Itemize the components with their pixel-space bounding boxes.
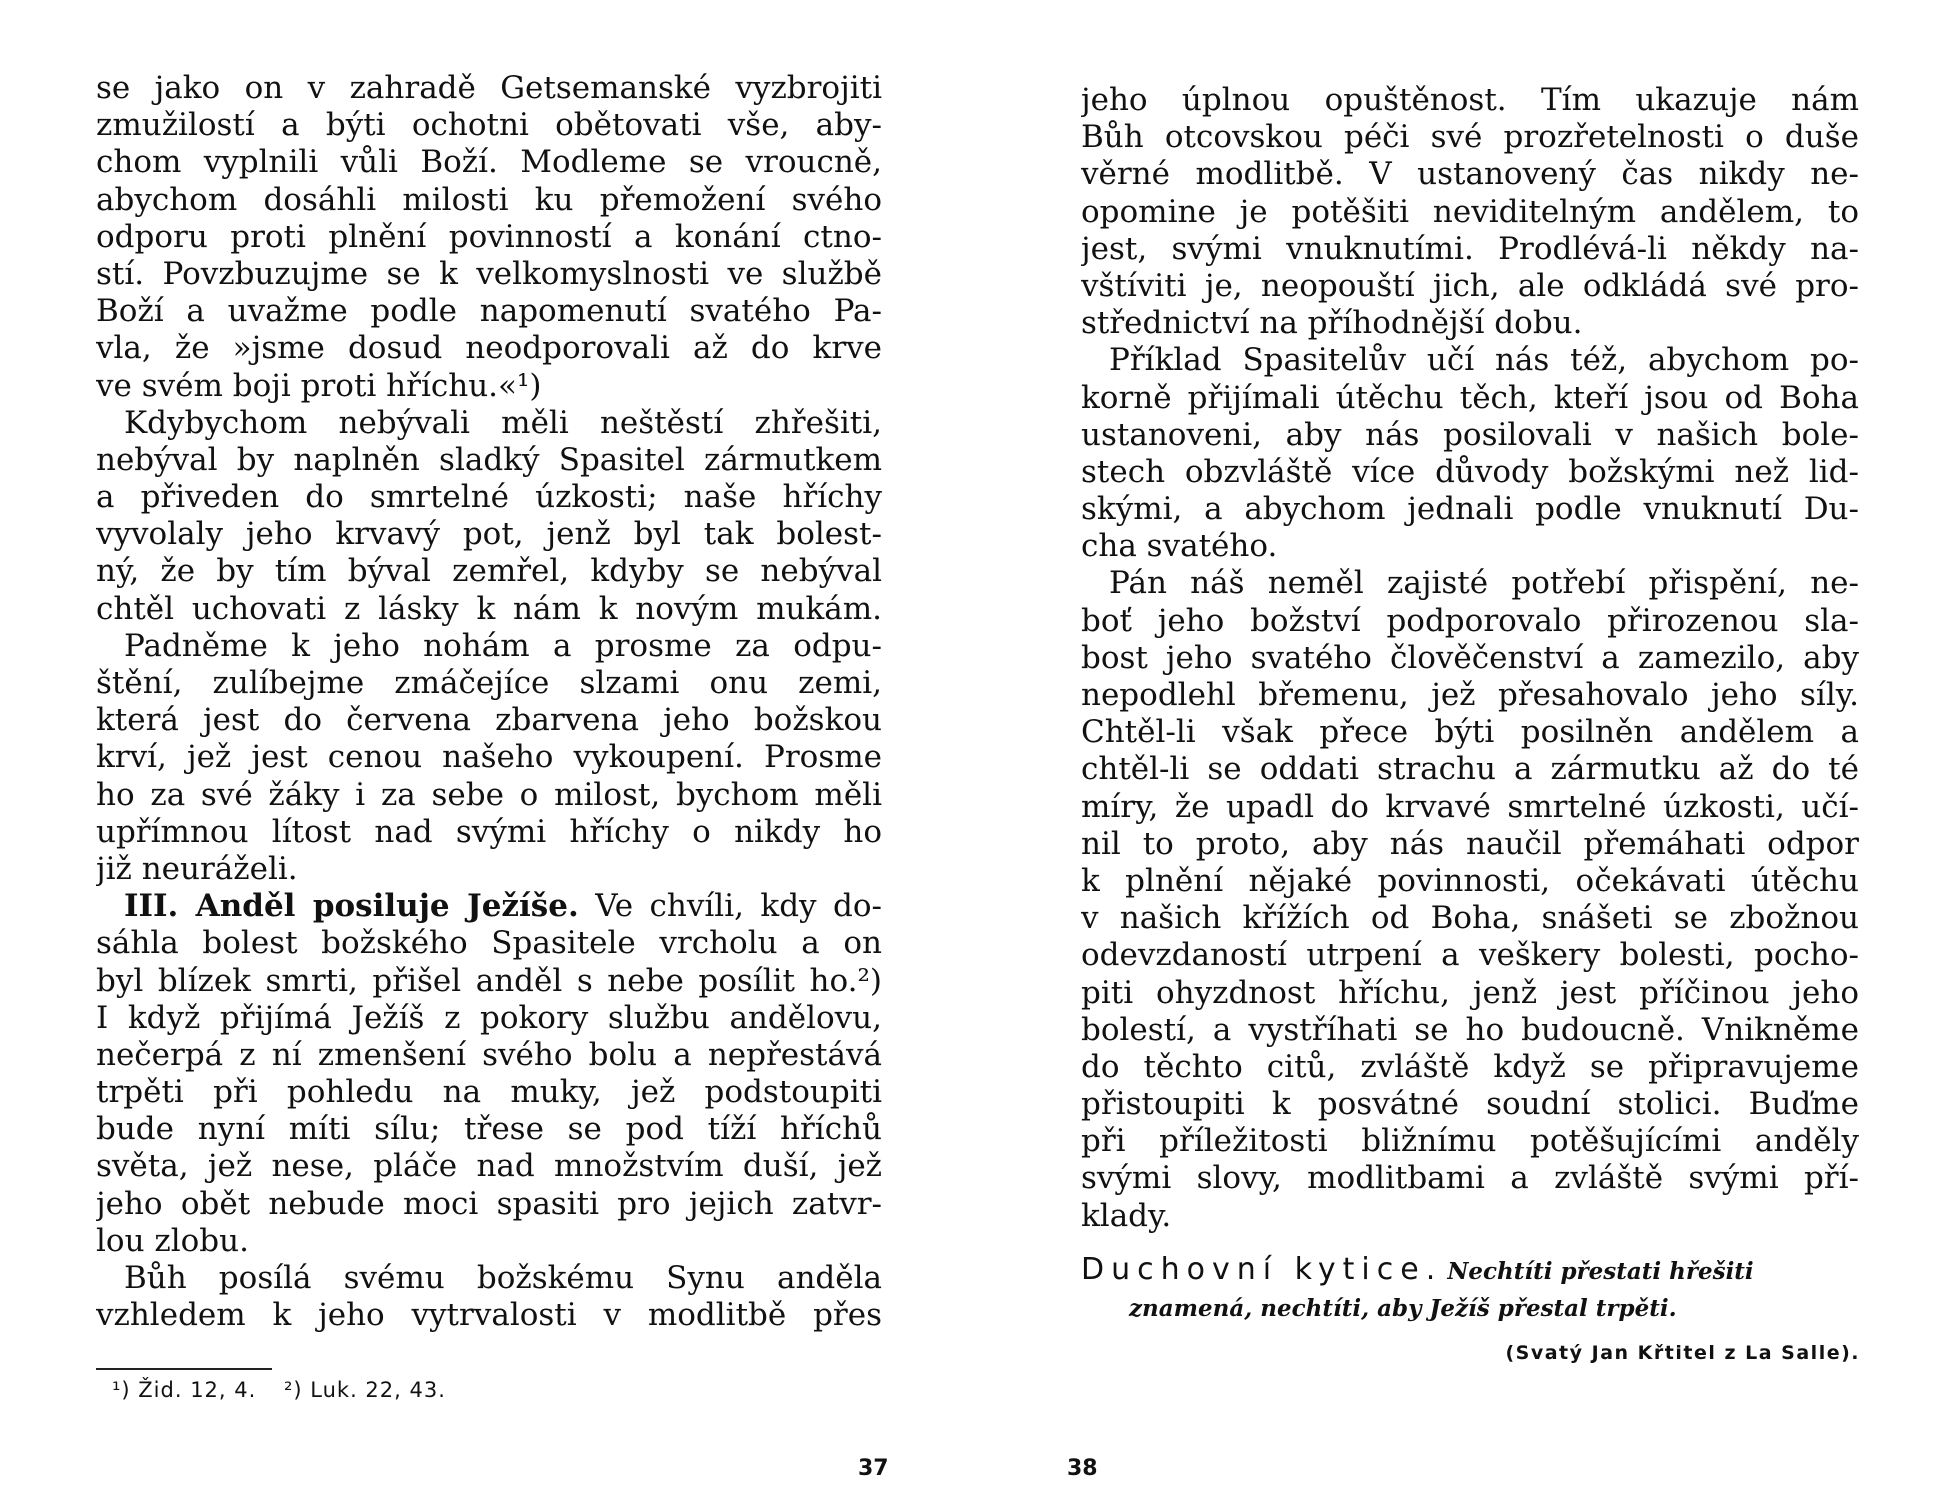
text-line: krví, jež jest cenou našeho vykoupení. Prosme <box>96 739 882 776</box>
left-body-text <box>96 70 882 1334</box>
spiritual-bouquet <box>1081 1252 1861 1322</box>
text-line: ustanoveni, aby nás posilovali v našich bole- <box>1081 416 1859 453</box>
text-line: bude nyní míti sílu; třese se pod tíží hříchů <box>96 1111 882 1148</box>
text-line: piti ohyzdnost hříchu, jenž jest příčinou jeho <box>1081 974 1859 1011</box>
text-line: se jako on v zahradě Getsemanské vyzbrojiti <box>96 70 882 106</box>
text-line: upřímnou lítost nad svými hříchy o nikdy ho <box>96 813 882 850</box>
text-line: jeho obět nebude moci spasiti pro jejich zatvr- <box>96 1185 882 1222</box>
text-line: sáhla bolest božského Spasitele vrcholu a on <box>96 925 882 962</box>
text-line: chtěl-li se oddati strachu a zármutku až do té <box>1081 751 1859 788</box>
text-line: která jest do červena zbarvena jeho božskou <box>96 702 882 739</box>
page-number-right: 38 <box>1067 1456 1098 1481</box>
text-line: světa, jež nese, pláče nad množstvím duší, jež <box>96 1148 882 1185</box>
text-line: k plnění nějaké povinnosti, očekávati útěchu <box>1081 862 1859 899</box>
text-line: střednictví na příhodnější dobu. <box>1081 305 1583 342</box>
text-line: I když přijímá Ježíš z pokory službu andělovu, <box>96 999 882 1036</box>
text-line: při příležitosti bližnímu potěšujícími anděly <box>1081 1123 1859 1160</box>
text-line: Chtěl-li však přece býti posilněn andělem a <box>1081 714 1859 751</box>
text-line: Pán náš neměl zajisté potřebí přispění, ne- <box>1109 565 1859 602</box>
bouquet-label: Duchovní kytice. <box>1081 1252 1443 1287</box>
text-line: boť jeho božství podporovalo přirozenou sla- <box>1081 602 1859 639</box>
text-line: v našich křížích od Boha, snášeti se zbožnou <box>1081 900 1859 937</box>
text-line: ný, že by tím býval zemřel, kdyby se nebýval <box>96 553 882 590</box>
text-line: nečerpá z ní zmenšení svého bolu a nepřestává <box>96 1036 882 1073</box>
text-line: zmužilostí a býti ochotni obětovati vše, aby- <box>96 107 882 144</box>
text-line: míry, že upadl do krvavé smrtelné úzkosti, učí- <box>1081 788 1859 825</box>
text-line: do těchto citů, zvláště když se připravujeme <box>1081 1048 1859 1085</box>
text-line: svými slovy, modlitbami a zvláště svými pří- <box>1081 1160 1859 1197</box>
text-line: korně přijímali útěchu těch, kteří jsou od Boha <box>1081 379 1859 416</box>
text-line: skými, a abychom jednali podle vnuknutí Du- <box>1081 491 1859 528</box>
text-line: věrné modlitbě. V ustanovený čas nikdy ne- <box>1081 156 1859 193</box>
text-line-fragment: Ve chvíli, kdy do- <box>578 888 882 925</box>
text-line: Padněme k jeho nohám a prosme za odpu- <box>124 627 882 664</box>
text-line: vzhledem k jeho vytrvalosti v modlitbě přes <box>96 1297 882 1334</box>
text-line: abychom dosáhli milosti ku přemožení svého <box>96 181 882 218</box>
text-line: chom vyplnili vůli Boží. Modleme se vroucně, <box>96 144 882 181</box>
text-line: a přiveden do smrtelné úzkosti; naše hříchy <box>96 479 882 516</box>
attribution: (Svatý Jan Křtitel z La Salle). <box>1505 1342 1860 1364</box>
text-line: odporu proti plnění povinností a konání ctno- <box>96 218 882 255</box>
text-line: cha svatého. <box>1081 528 1278 565</box>
page-number-left: 37 <box>858 1456 889 1481</box>
text-line: byl blízek smrti, přišel anděl s nebe posílit ho.²) <box>96 962 882 999</box>
text-line: nepodlehl břemenu, jež přesahovalo jeho síly. <box>1081 677 1859 713</box>
right-body-text <box>1081 82 1859 1235</box>
text-line: ho za své žáky i za sebe o milost, bychom měli <box>96 776 882 813</box>
text-line: opomine je potěšiti neviditelným andělem, to <box>1081 193 1859 230</box>
bouquet-text-1: Nechtíti přestati hřešiti <box>1447 1258 1754 1285</box>
text-line: nil to proto, aby nás naučil přemáhati odpor <box>1081 825 1859 862</box>
text-line: stech obzvláště více důvody božskými než lid- <box>1081 453 1859 490</box>
text-line: jest, svými vnuknutími. Prodlévá-li někdy na- <box>1081 230 1859 267</box>
text-line: Bůh posílá svému božskému Synu anděla <box>124 1260 882 1296</box>
text-line: Bůh otcovskou péči své prozřetelnosti o duše <box>1081 119 1859 156</box>
text-line: lou zlobu. <box>96 1222 249 1259</box>
text-line: bost jeho svatého člověčenství a zamezilo, aby <box>1081 639 1859 676</box>
text-line: ve svém boji proti hříchu.«¹) <box>96 367 542 404</box>
footnotes <box>112 1378 466 1402</box>
footnote-1: ¹) Žid. 12, 4. <box>112 1378 257 1402</box>
section-heading: III. Anděl posiluje Ježíše. <box>124 888 579 925</box>
text-line: trpěti při pohledu na muky, jež podstoupiti <box>96 1074 882 1111</box>
text-line: vla, že »jsme dosud neodporovali až do krve <box>96 330 882 367</box>
bouquet-text-2: znamená, nechtíti, aby Ježíš přestal trpěti. <box>1129 1295 1677 1322</box>
text-line: již neuráželi. <box>96 850 298 887</box>
text-line: Boží a uvažme podle napomenutí svatého Pa- <box>96 293 882 330</box>
text-line: Příklad Spasitelův učí nás též, abychom po- <box>1109 342 1859 379</box>
text-line: jeho úplnou opuštěnost. Tím ukazuje nám <box>1081 82 1859 118</box>
text-line: odevzdaností utrpení a veškery bolesti, pocho- <box>1081 937 1859 974</box>
text-line: vyvolaly jeho krvavý pot, jenž byl tak bolest- <box>96 516 882 553</box>
text-line: stí. Povzbuzujme se k velkomyslnosti ve službě <box>96 255 882 292</box>
bouquet-first-line <box>1081 1252 1861 1287</box>
section-heading-line <box>96 888 882 925</box>
text-line: chtěl uchovati z lásky k nám k novým mukám. <box>96 590 882 627</box>
footnote-divider <box>96 1368 272 1370</box>
text-line: štění, zulíbejme zmáčejíce slzami onu zemi, <box>96 665 882 701</box>
right-page <box>973 0 1946 1500</box>
text-line: přistoupiti k posvátné soudní stolici. Buďme <box>1081 1086 1859 1123</box>
text-line: klady. <box>1081 1197 1172 1234</box>
text-line: vštíviti je, neopouští jich, ale odkládá své pro- <box>1081 267 1859 304</box>
text-line: nebýval by naplněn sladký Spasitel zármutkem <box>96 441 882 478</box>
footnote-2: ²) Luk. 22, 43. <box>283 1378 446 1402</box>
text-line: Kdybychom nebývali měli neštěstí zhřešiti, <box>124 404 882 441</box>
text-line: bolestí, a vystříhati se ho budoucně. Vnikněme <box>1081 1011 1859 1048</box>
